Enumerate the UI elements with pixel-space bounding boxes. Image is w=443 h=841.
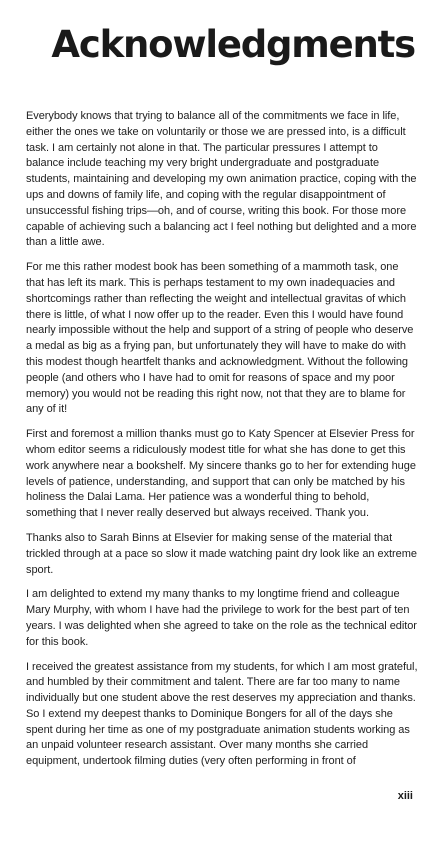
body-text: [26, 109, 418, 779]
paragraph: I received the greatest assistance from my students, for which I am most grateful, and humbled by their commitment and talent. There are far too many to name individually but one student above the rest deserves my appreciation and thanks. So I extend my deepest thanks to Dominique Bongers for all of the days she spent during her time as one of my postgraduate animation students working as an unpaid volunteer research assistant. Over many months she carried equipment, undertook filming duties (very often performing in front of: [26, 660, 418, 768]
paragraph: For me this rather modest book has been something of a mammoth task, one that has left its mark. This is perhaps testament to my own inadequacies and shortcomings rather than reflecting the weight and intellectual gravitas of which there is little, of what I now offer up to the reader. Even this I would have found nearly impossible without the help and support of a string of people who deserve a medal as big as a frying pan, but unfortunately they will have to make do with this modest though heartfelt thanks and acknowledgment. Without the following people (and others who I have had to omit for reasons of space and my poor memory) you would not be reading this right now, not that they are to blame for any of it!: [26, 261, 414, 416]
paragraph: Thanks also to Sarah Binns at Elsevier for making sense of the material that trickled through at a pace so slow it made watching paint dry look like an extreme sport.: [26, 531, 417, 576]
paragraph: First and foremost a million thanks must go to Katy Spencer at Elsevier Press for whom editor seems a ridiculously modest title for what she has done to get this work anywhere near a bookshelf. My sincere thanks go to her for extending huge levels of patience, understanding, and support that can only be matched by his holiness the Dalai Lama. Her patience was a wonderful thing to behold, something that I never really deserved but always received. Thank you.: [26, 428, 416, 520]
page-title: Acknowledgments: [51, 23, 415, 66]
paragraph: Everybody knows that trying to balance all of the commitments we face in life, either the ones we take on voluntarily or those we are pressed into, is a difficult task. I am certainly not alone in that. The particular pressures I attempt to balance include teaching my very bright undergraduate and postgraduate students, maintaining and developing my own animation practice, coping with the ups and downs of family life, and coping with the regular disappointment of unsuccessful fishing trips—oh, and of course, writing this book. For those more capable of achieving such a balancing act I feel nothing but delighted and a more than a little awe.: [26, 110, 417, 249]
page-number: xiii: [397, 790, 413, 802]
paragraph: I am delighted to extend my many thanks to my longtime friend and colleague Mary Murphy, with whom I have had the privilege to work for the best part of ten years. I was delighted when she agreed to take on the role as the technical editor for this book.: [26, 588, 417, 648]
